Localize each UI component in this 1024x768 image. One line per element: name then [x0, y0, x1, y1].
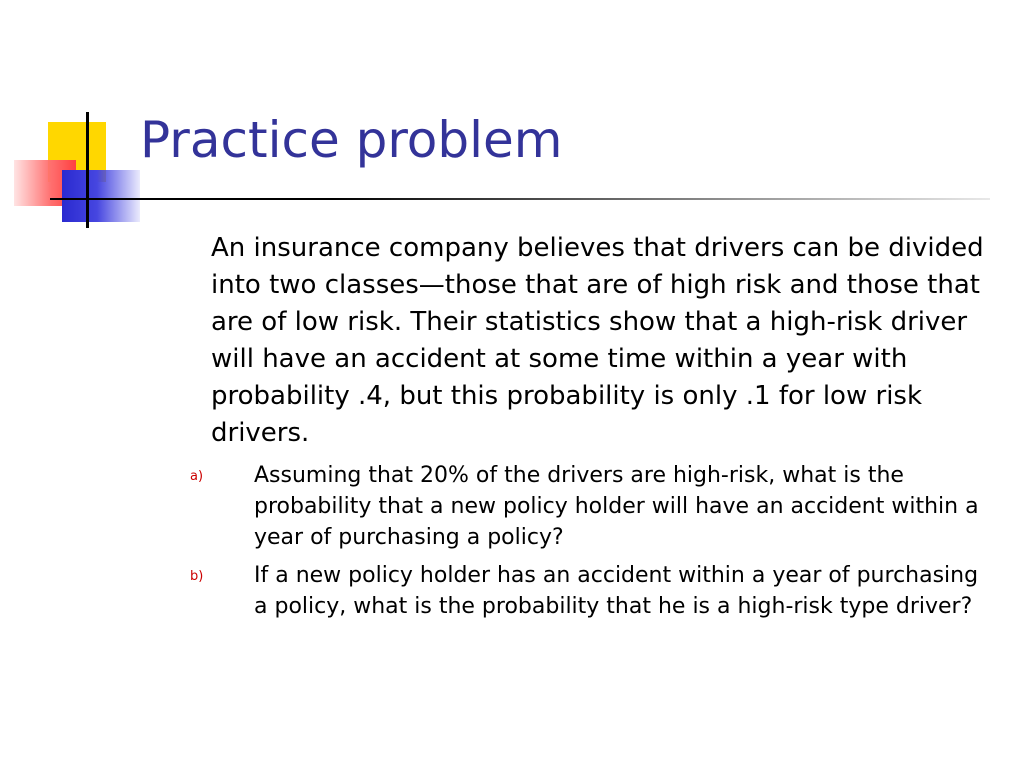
slide-title: Practice problem: [140, 111, 563, 169]
title-underline: [50, 198, 990, 200]
question-text-b: If a new policy holder has an accident within a year of purchasing a policy, what is the probability that he is a high-risk type driver?: [254, 563, 979, 619]
question-text-a: Assuming that 20% of the drivers are high-risk, what is the probability that a new policy holder will have an accident within a year of purchasing a policy?: [254, 463, 979, 550]
logo-blue-square: [62, 170, 140, 222]
question-marker-b: b): [190, 569, 204, 584]
logo-vertical-line: [86, 112, 89, 228]
problem-statement: An insurance company believes that drivers can be divided into two classes—those that are of high risk and those that are of low risk. Their statistics show that a high-risk driver will have an accident at some time within a year with probability .4, but this probability is only .1 for low risk drivers.: [211, 233, 984, 448]
question-marker-a: a): [190, 469, 204, 484]
